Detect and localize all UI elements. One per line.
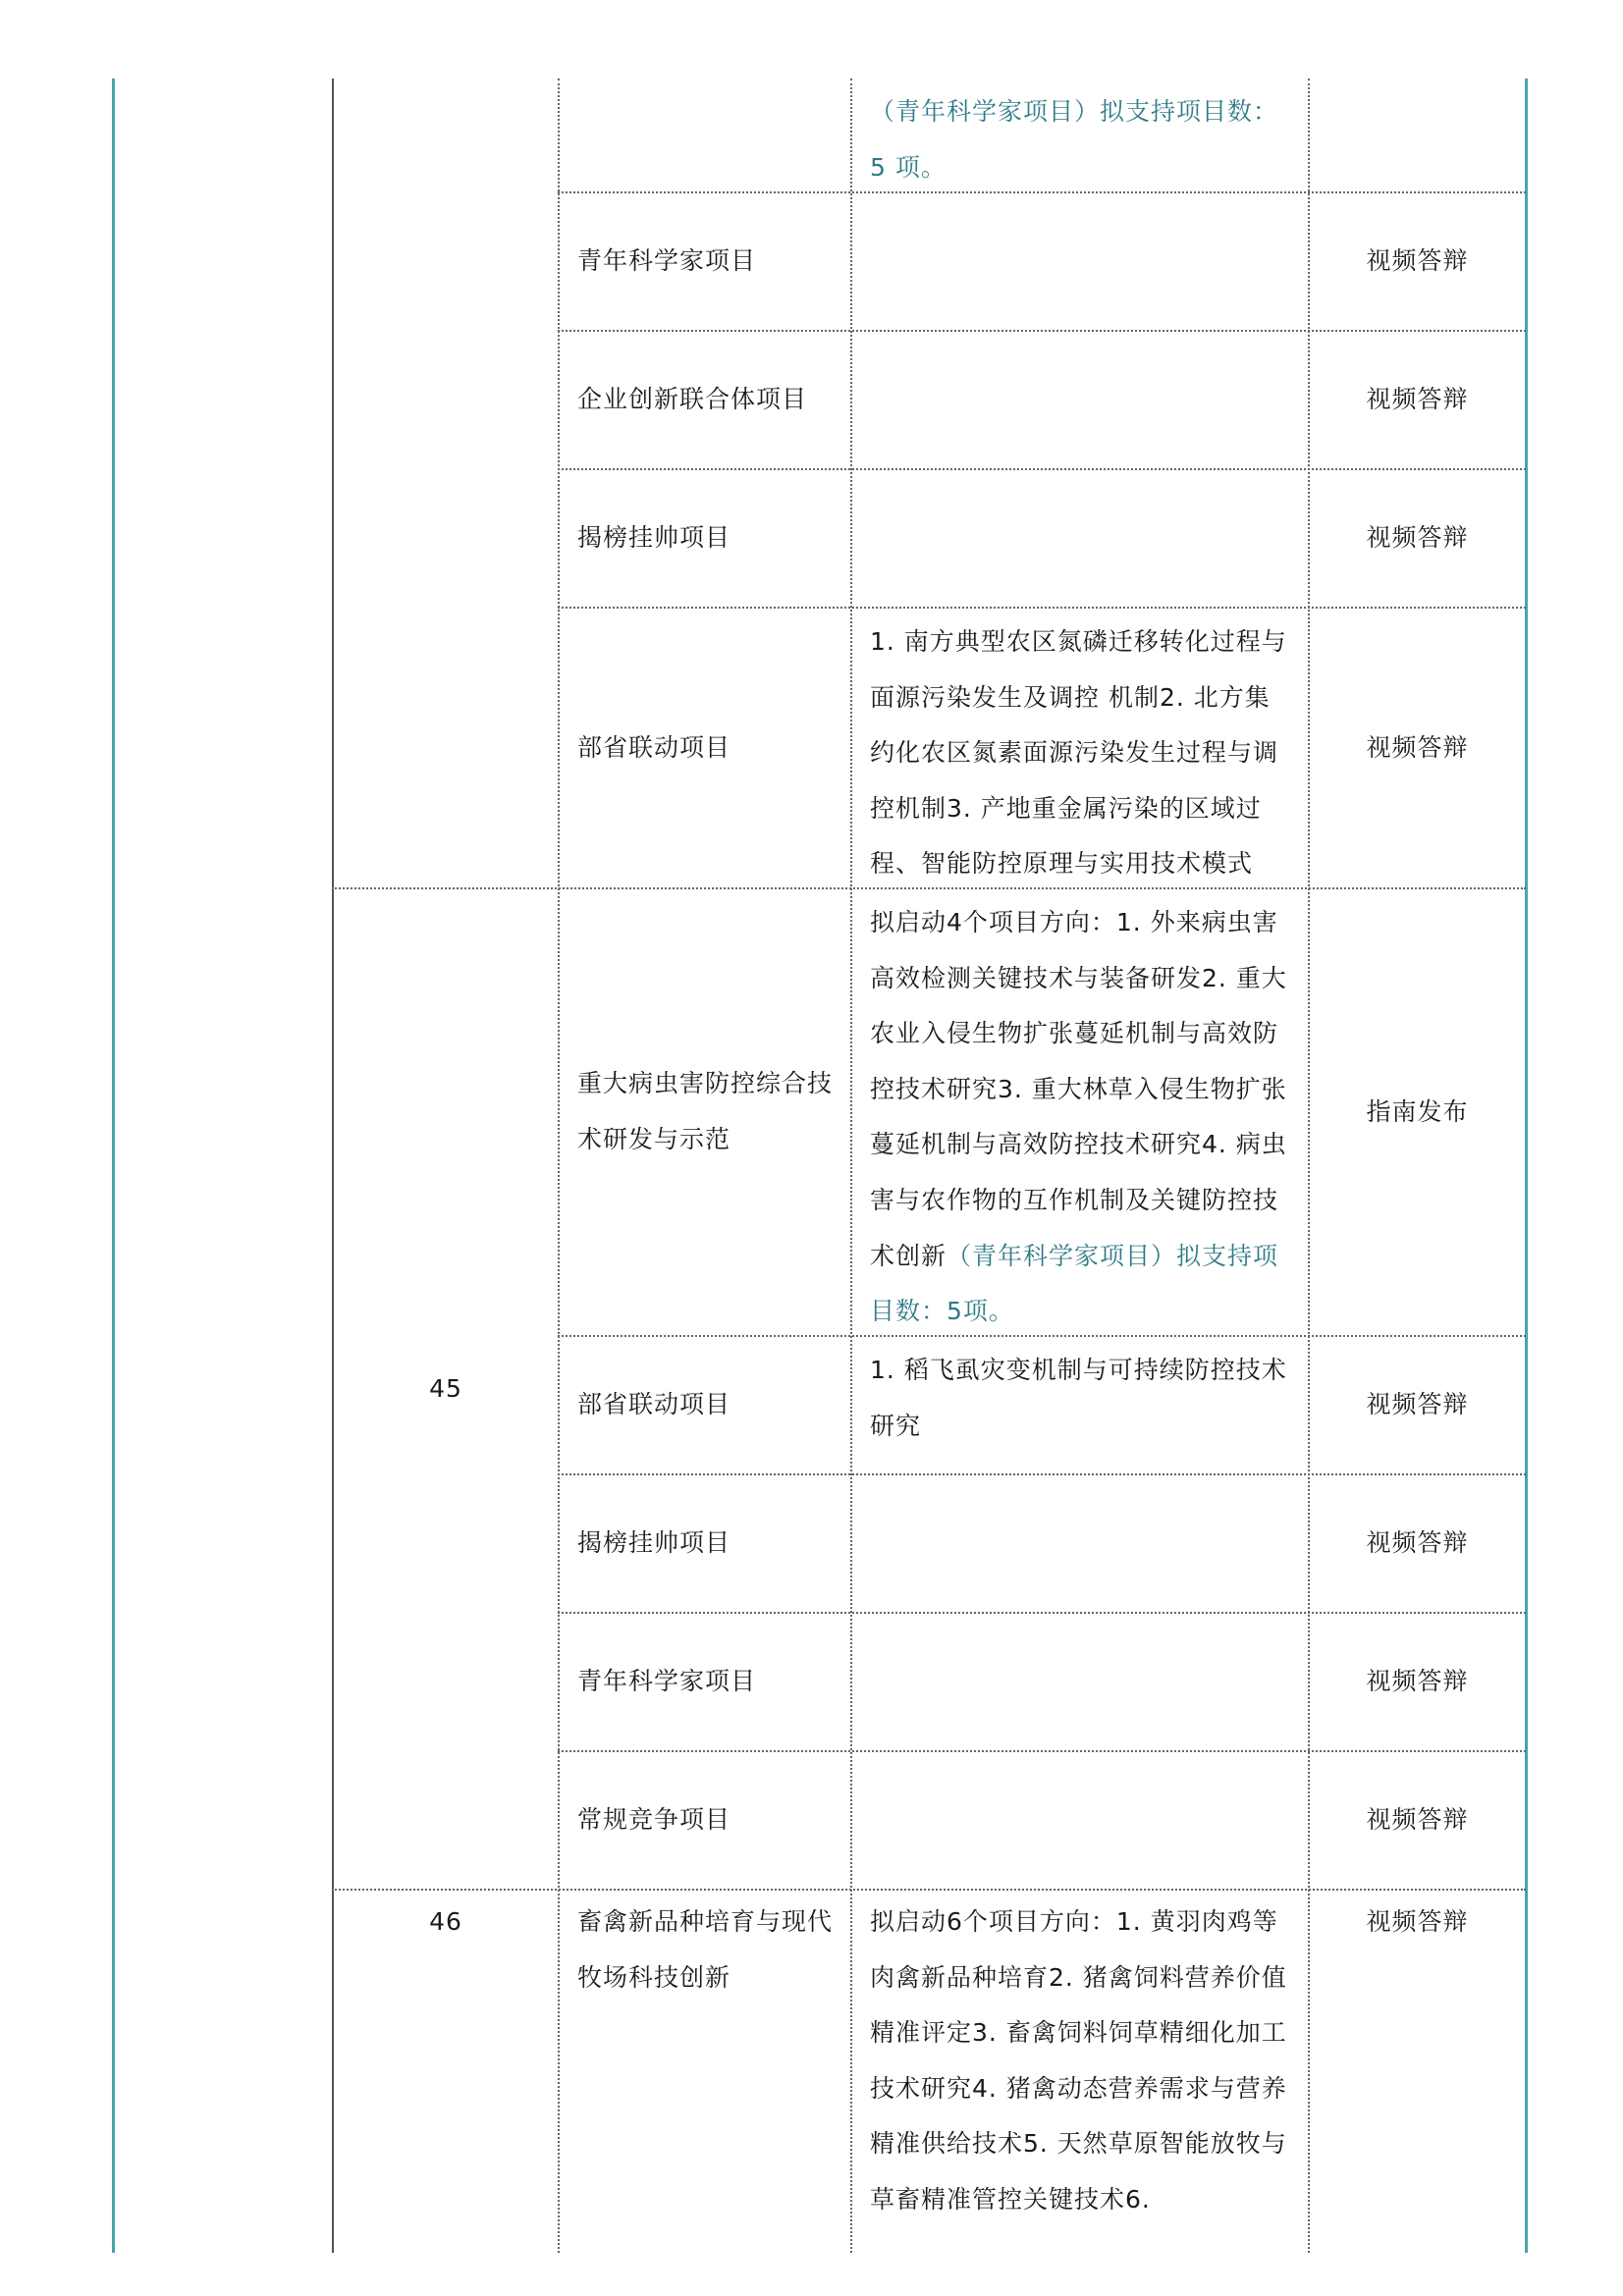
group-46-row-1-description: 拟启动6个项目方向：1. 黄羽肉鸡等肉禽新品种培育2. 猪禽饲料营养价值精准评定3. 畜禽饲料饲草精细化加工技术研究4. 猪禽动态营养需求与营养精准供给技术5. 天然草原智能放牧与草畜精准管控关键技术6.: [870, 1907, 1287, 2214]
desc-suffix: 持项目数：5项。: [870, 1241, 1279, 1326]
group-45-row-2-method: 视频答辩: [1366, 1390, 1469, 1419]
desc-highlight: （青年科学家项目）拟支: [947, 1241, 1228, 1270]
desc-prefix: 拟启动4个项目方向：1. 外来病虫害高效检测关键技术与装备研发2. 重大农业入侵生物扩张蔓延机制与高效防控技术研究3. 重大林草入侵生物扩张蔓延机制与高效防控技术研究4. 病虫害与农作物的互作机制及关键防控技术创新: [870, 908, 1287, 1270]
row-3-method: 视频答辩: [1366, 523, 1469, 553]
group-46-row-1-method: 视频答辩: [1366, 1907, 1469, 1936]
group-45-row-5-name: 常规竞争项目: [577, 1805, 731, 1835]
group-46-number: 46: [429, 1907, 462, 1936]
outer-border-left: [112, 79, 115, 2253]
row-3-name: 揭榜挂帅项目: [577, 523, 731, 553]
row-2-method: 视频答辩: [1366, 385, 1469, 414]
group-45-row-1-method: 指南发布: [1366, 1096, 1469, 1126]
group-45-row-4-method: 视频答辩: [1366, 1667, 1469, 1696]
group-45-row-1-name: 重大病虫害防控综合技术研发与示范: [577, 1069, 834, 1153]
desc-highlight: （青年科学家项目）拟支持项目数：: [870, 97, 1279, 126]
group-45-row-2-description: 1. 稻飞虱灾变机制与可持续防控技术研究: [870, 1356, 1287, 1440]
group-45-row-4-name: 青年科学家项目: [577, 1667, 757, 1696]
group-45-row-5-method: 视频答辩: [1366, 1805, 1469, 1835]
group-45-row-2-name: 部省联动项目: [577, 1390, 731, 1419]
group-45-row-3-method: 视频答辩: [1366, 1528, 1469, 1558]
group-45-row-1-description: [852, 895, 1308, 1340]
row-1-name: 青年科学家项目: [577, 246, 757, 276]
group-45-number: 45: [429, 1373, 462, 1403]
row-4-name: 部省联动项目: [577, 732, 731, 762]
group-45-row-3-name: 揭榜挂帅项目: [577, 1528, 731, 1558]
row-2-name: 企业创新联合体项目: [577, 385, 808, 414]
row-4-method: 视频答辩: [1366, 732, 1469, 762]
outer-border-right: [1525, 79, 1528, 2253]
row-1-method: 视频答辩: [1366, 246, 1469, 276]
group-border: [332, 1889, 1526, 1891]
row-4-description: 1. 南方典型农区氮磷迁移转化过程与面源污染发生及调控 机制2. 北方集约化农区氮素面源污染发生过程与调控机制3. 产地重金属污染的区域过程、智能防控原理与实用技术模式: [870, 627, 1287, 879]
desc-suffix: 5 项。: [870, 152, 947, 182]
row-0-description: [852, 84, 1308, 195]
group-46-row-1-name: 畜禽新品种培育与现代牧场科技创新: [577, 1907, 834, 1992]
